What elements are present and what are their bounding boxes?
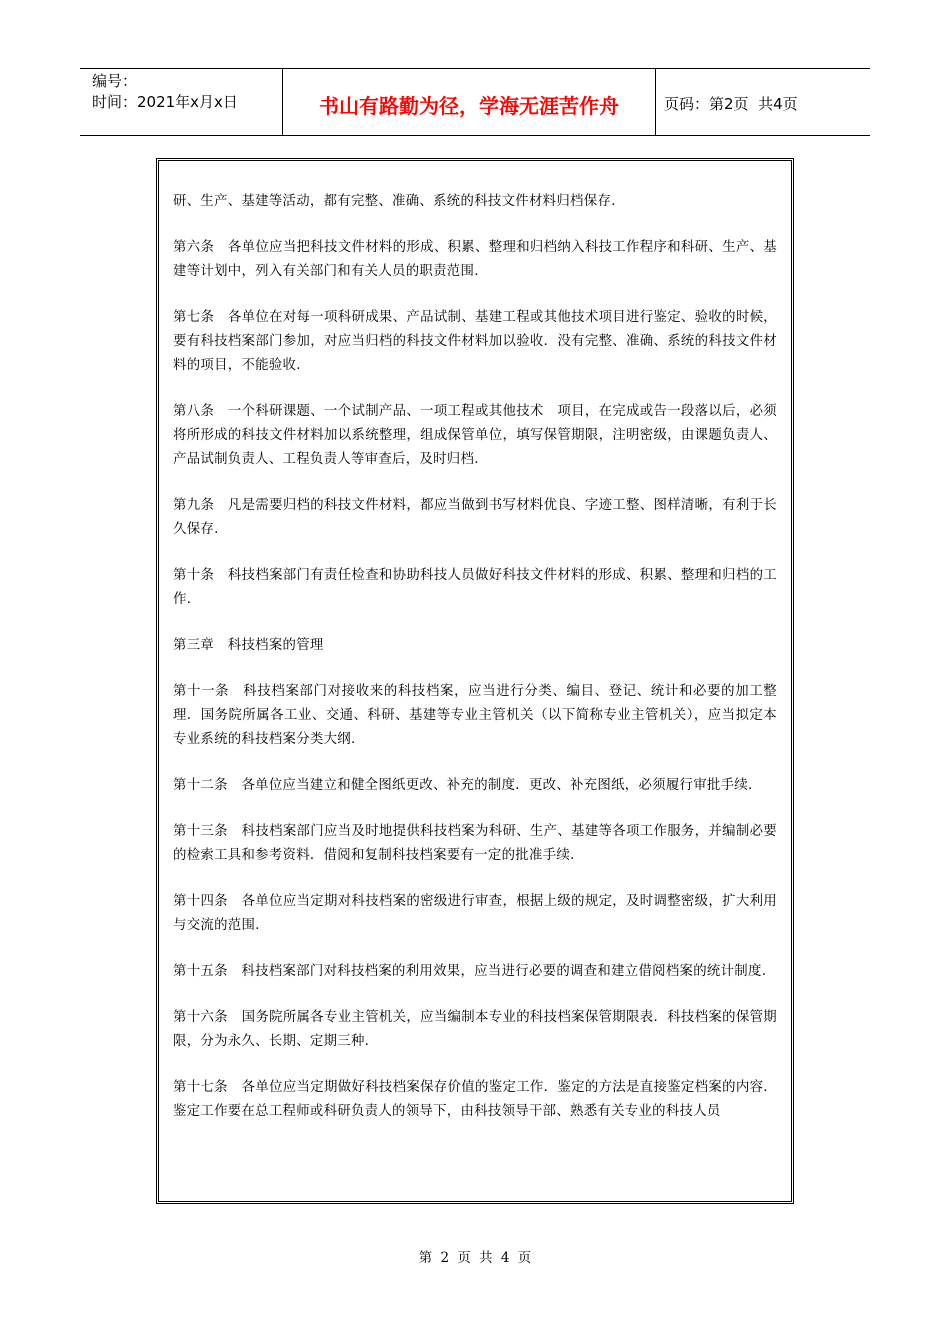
content-frame — [156, 158, 794, 1204]
paragraph: 研、生产、基建等活动，都有完整、准确、系统的科技文件材料归档保存. — [173, 194, 616, 209]
paragraph: 第八条 一个科研课题、一个试制产品、一项工程或其他技术 项目，在完成或告一段落以后，必须将所形成的科技文件材料加以系统整理，组成保管单位，填写保管期限，注明密级，由课题负责人、产品试制负责人、工程负责人等审查后，及时归档. — [173, 404, 777, 467]
page-footer — [0, 1246, 950, 1266]
paragraph: 第六条 各单位应当把科技文件材料的形成、积累、整理和归档纳入科技工作程序和科研、生产、基建等计划中，列入有关部门和有关人员的职责范围. — [173, 240, 777, 279]
document-number-label: 编号： — [92, 72, 138, 90]
paragraph: 第十四条 各单位应当定期对科技档案的密级进行审查，根据上级的规定，及时调整密级，扩大利用与交流的范围. — [173, 894, 777, 933]
header-page-info — [656, 69, 870, 135]
content-body — [173, 190, 777, 1146]
header-motto — [282, 69, 656, 135]
paragraph: 第七条 各单位在对每一项科研成果、产品试制、基建工程或其他技术项目进行鉴定、验收的时候，要有科技档案部门参加，对应当归档的科技文件材料加以验收．没有完整、准确、系统的科技文件材料的项目，不能验收. — [173, 310, 777, 373]
document-header — [80, 68, 870, 136]
document-date: 时间：2021年x月x日 — [92, 93, 238, 111]
page-label: 页码：第2页 共4页 — [664, 94, 798, 113]
footer-page-number: 第 2 页 共 4 页 — [418, 1250, 532, 1266]
header-meta — [80, 69, 282, 135]
paragraph: 第九条 凡是需要归档的科技文件材料，都应当做到书写材料优良、字迹工整、图样清晰，有利于长久保存. — [173, 498, 777, 537]
paragraph: 第十条 科技档案部门有责任检查和协助科技人员做好科技文件材料的形成、积累、整理和归档的工作. — [173, 568, 777, 607]
paragraph: 第十五条 科技档案部门对科技档案的利用效果，应当进行必要的调查和建立借阅档案的统计制度. — [173, 964, 767, 979]
motto-text: 书山有路勤为径，学海无涯苦作舟 — [319, 93, 619, 118]
paragraph: 第十六条 国务院所属各专业主管机关，应当编制本专业的科技档案保管期限表．科技档案的保管期限，分为永久、长期、定期三种. — [173, 1010, 777, 1049]
paragraph: 第十一条 科技档案部门对接收来的科技档案，应当进行分类、编目、登记、统计和必要的加工整理．国务院所属各工业、交通、科研、基建等专业主管机关（以下简称专业主管机关），应当拟定本专业系统的科技档案分类大纲. — [173, 684, 777, 747]
chapter-heading: 第三章 科技档案的管理 — [173, 638, 324, 653]
paragraph: 第十三条 科技档案部门应当及时地提供科技档案为科研、生产、基建等各项工作服务，并编制必要的检索工具和参考资料．借阅和复制科技档案要有一定的批准手续. — [173, 824, 777, 863]
paragraph: 第十二条 各单位应当建立和健全图纸更改、补充的制度．更改、补充图纸，必须履行审批手续. — [173, 778, 753, 793]
paragraph: 第十七条 各单位应当定期做好科技档案保存价值的鉴定工作．鉴定的方法是直接鉴定档案的内容．鉴定工作要在总工程师或科研负责人的领导下，由科技领导干部、熟悉有关专业的科技人员 — [173, 1080, 777, 1119]
